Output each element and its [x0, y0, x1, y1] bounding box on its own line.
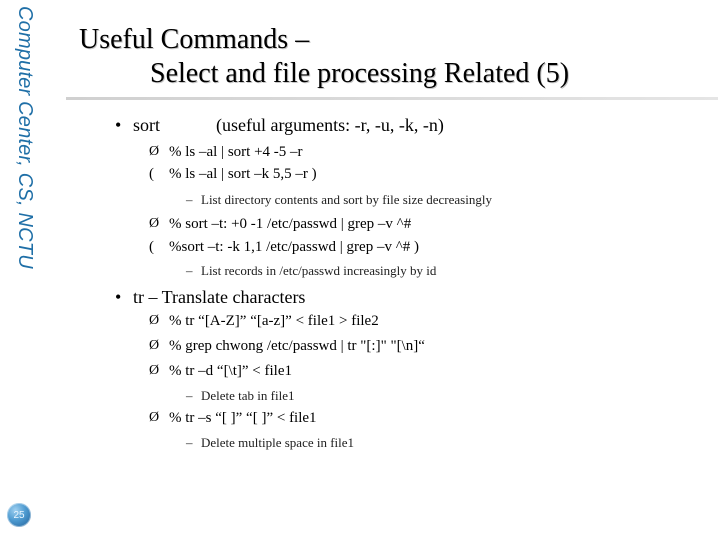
note-text: List directory contents and sort by file size decreasingly	[201, 192, 492, 207]
note-text: Delete multiple space in file1	[201, 435, 355, 450]
command-text: % grep chwong /etc/passwd | tr "[:]" "[\n]“	[169, 338, 425, 354]
command-note	[186, 435, 354, 451]
note-text: Delete tab in file1	[201, 388, 295, 403]
command-text: % ls –al | sort +4 -5 –r	[169, 144, 303, 160]
sidebar-label: Computer Center, CS, NCTU	[14, 6, 36, 269]
dash-marker: –	[186, 263, 193, 278]
bullet-dot-icon: •	[115, 115, 122, 135]
arrow-bullet-icon: Ø	[149, 338, 160, 353]
title-divider	[66, 97, 718, 100]
dash-marker: –	[186, 192, 193, 207]
bullet-dot-icon: •	[115, 287, 122, 307]
arrow-bullet-icon: Ø	[149, 363, 160, 378]
arrow-bullet-icon: Ø	[149, 144, 160, 159]
page-number-badge	[7, 503, 31, 527]
command-text: % tr “[A-Z]” “[a-z]” < file1 > file2	[169, 313, 379, 329]
slide-title-line-2: Select and file processing Related (5)	[150, 58, 570, 89]
command-line	[149, 239, 419, 256]
bullet-args-sort: (useful arguments: -r, -u, -k, -n)	[216, 115, 444, 135]
command-note	[186, 192, 492, 208]
bullet-sort	[115, 115, 444, 136]
page-number: 25	[13, 509, 25, 521]
bullet-label-tr: tr – Translate characters	[133, 287, 306, 307]
sidebar	[0, 0, 44, 540]
command-text: % tr –s “[ ]” “[ ]” < file1	[169, 410, 317, 426]
command-line	[149, 410, 317, 427]
arrow-bullet-icon: Ø	[149, 410, 160, 425]
dash-marker: –	[186, 435, 193, 450]
arrow-bullet-icon: Ø	[149, 313, 160, 328]
bullet-label-sort: sort	[133, 115, 160, 135]
command-text: % ls –al | sort –k 5,5 –r )	[169, 166, 317, 182]
command-line	[149, 216, 411, 233]
command-text: % tr –d “[\t]” < file1	[169, 363, 292, 379]
command-line	[149, 144, 303, 161]
command-text: % sort –t: +0 -1 /etc/passwd | grep –v ^#	[169, 216, 412, 232]
command-line	[149, 363, 292, 380]
command-line	[149, 338, 425, 355]
bullet-tr	[115, 287, 305, 308]
command-note	[186, 388, 295, 404]
command-note	[186, 263, 436, 279]
dash-marker: –	[186, 388, 193, 403]
paren-marker: (	[149, 239, 154, 255]
command-line	[149, 166, 317, 183]
command-text: %sort –t: -k 1,1 /etc/passwd | grep –v ^# )	[169, 239, 419, 255]
arrow-bullet-icon: Ø	[149, 216, 160, 231]
note-text: List records in /etc/passwd increasingly by id	[201, 263, 437, 278]
paren-marker: (	[149, 166, 154, 182]
slide-title-line-1: Useful Commands –	[79, 24, 310, 55]
command-line	[149, 313, 379, 330]
